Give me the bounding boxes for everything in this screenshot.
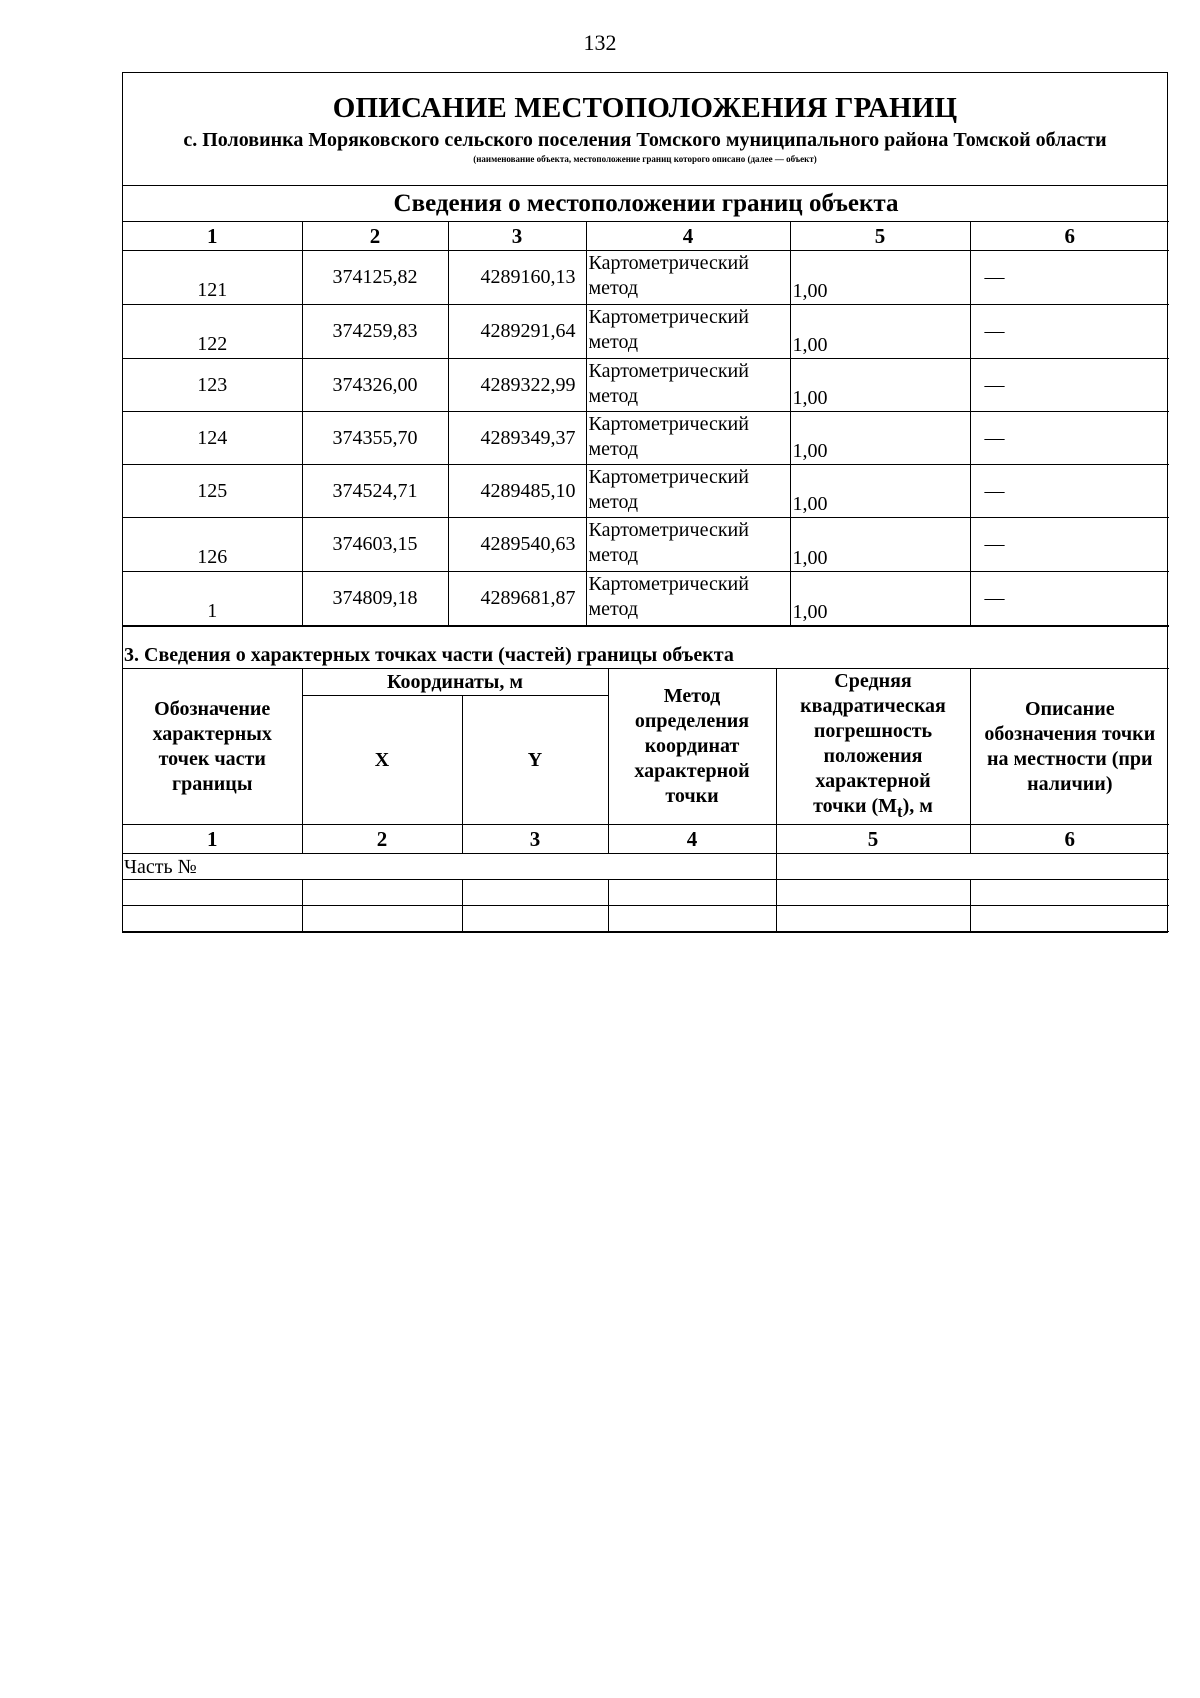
error-cell: 1,00 bbox=[790, 251, 970, 305]
header-line: точек части bbox=[158, 747, 266, 770]
point-cell: 125 bbox=[123, 465, 302, 518]
page-number: 132 bbox=[583, 30, 617, 55]
section3-title: 3. Сведения о характерных точках части (частей) границы объекта bbox=[123, 627, 1169, 669]
column-numbers-row bbox=[123, 825, 1169, 854]
method-line: метод bbox=[588, 491, 639, 513]
y-cell: 4289291,64 bbox=[448, 305, 586, 359]
point-cell: 122 bbox=[123, 305, 302, 359]
description-cell: — bbox=[970, 465, 1169, 518]
table-row bbox=[123, 572, 1169, 626]
table-row bbox=[123, 305, 1169, 359]
header-line: Метод bbox=[663, 685, 721, 707]
table-cell bbox=[970, 880, 1169, 906]
x-cell: 374125,82 bbox=[302, 251, 448, 305]
method-line: Картометрический bbox=[588, 360, 749, 382]
header-text: ), м bbox=[902, 795, 933, 817]
column-number: 4 bbox=[608, 825, 776, 854]
point-cell: 1 bbox=[123, 572, 302, 626]
method-line: метод bbox=[588, 438, 639, 460]
column-number: 4 bbox=[586, 222, 790, 251]
method-cell bbox=[586, 305, 790, 359]
point-cell: 124 bbox=[123, 412, 302, 465]
table-cell bbox=[123, 906, 302, 932]
x-cell: 374809,18 bbox=[302, 572, 448, 626]
header-line: квадратическая bbox=[800, 695, 946, 717]
y-cell: 4289681,87 bbox=[448, 572, 586, 626]
method-cell bbox=[586, 359, 790, 412]
x-cell: 374355,70 bbox=[302, 412, 448, 465]
table-cell bbox=[462, 906, 608, 932]
column-number: 3 bbox=[448, 222, 586, 251]
header-line: характерной bbox=[634, 760, 750, 782]
part-value bbox=[776, 854, 1169, 880]
part-points-table bbox=[123, 626, 1169, 932]
description-cell: — bbox=[970, 518, 1169, 572]
header-line: точки bbox=[665, 785, 719, 807]
x-cell: 374603,15 bbox=[302, 518, 448, 572]
method-line: Картометрический bbox=[588, 413, 749, 435]
method-line: метод bbox=[588, 598, 639, 620]
header-line: характерных bbox=[152, 722, 272, 745]
error-cell: 1,00 bbox=[790, 518, 970, 572]
description-cell: — bbox=[970, 305, 1169, 359]
boundary-description-form bbox=[122, 72, 1168, 933]
table-body bbox=[123, 251, 1169, 626]
section-title: Сведения о местоположении границ объекта bbox=[123, 186, 1169, 222]
table-cell bbox=[608, 906, 776, 932]
header-line: Описание bbox=[1024, 697, 1115, 720]
error-cell: 1,00 bbox=[790, 465, 970, 518]
table-row bbox=[123, 880, 1169, 906]
method-line: Картометрический bbox=[588, 573, 749, 595]
header-line: Средняя bbox=[834, 670, 912, 692]
table-cell bbox=[462, 880, 608, 906]
column-number: 6 bbox=[970, 825, 1169, 854]
table-row bbox=[123, 412, 1169, 465]
column-number: 6 bbox=[970, 222, 1169, 251]
method-cell bbox=[586, 412, 790, 465]
description-cell: — bbox=[970, 572, 1169, 626]
error-cell: 1,00 bbox=[790, 359, 970, 412]
error-cell: 1,00 bbox=[790, 572, 970, 626]
y-header: Y bbox=[462, 696, 608, 825]
x-cell: 374524,71 bbox=[302, 465, 448, 518]
description-header bbox=[970, 669, 1169, 825]
table-row bbox=[123, 518, 1169, 572]
table-row bbox=[123, 906, 1169, 932]
column-number: 1 bbox=[123, 825, 302, 854]
header-line: границы bbox=[172, 772, 253, 795]
y-cell: 4289485,10 bbox=[448, 465, 586, 518]
header-row bbox=[123, 669, 1169, 696]
column-number: 5 bbox=[776, 825, 970, 854]
object-name: с. Половинка Моряковского сельского поселения Томского муниципального района Томской области bbox=[183, 128, 1107, 151]
table-cell bbox=[302, 906, 462, 932]
header-line: обозначения точки bbox=[984, 722, 1156, 745]
y-cell: 4289349,37 bbox=[448, 412, 586, 465]
column-number: 2 bbox=[302, 825, 462, 854]
y-cell: 4289160,13 bbox=[448, 251, 586, 305]
x-header: X bbox=[302, 696, 462, 825]
table-row bbox=[123, 251, 1169, 305]
section-title-row bbox=[123, 186, 1169, 222]
method-cell bbox=[586, 251, 790, 305]
x-cell: 374259,83 bbox=[302, 305, 448, 359]
part-label: Часть № bbox=[123, 854, 776, 880]
header-line: координат bbox=[644, 735, 740, 757]
column-numbers-row bbox=[123, 222, 1169, 251]
table-row bbox=[123, 465, 1169, 518]
method-cell bbox=[586, 518, 790, 572]
header-line: погрешность bbox=[813, 720, 933, 742]
table-row bbox=[123, 359, 1169, 412]
method-line: Картометрический bbox=[588, 466, 749, 488]
method-cell bbox=[586, 572, 790, 626]
method-cell bbox=[586, 465, 790, 518]
object-caption: (наименование объекта, местоположение границ которого описано (далее — объект) bbox=[473, 153, 817, 164]
y-cell: 4289322,99 bbox=[448, 359, 586, 412]
method-line: метод bbox=[588, 544, 639, 566]
method-line: метод bbox=[588, 331, 639, 353]
method-line: Картометрический bbox=[588, 306, 749, 328]
part-row bbox=[123, 854, 1169, 880]
header-line: определения bbox=[634, 710, 750, 732]
point-cell: 123 bbox=[123, 359, 302, 412]
section-title-row bbox=[123, 627, 1169, 669]
error-cell: 1,00 bbox=[790, 305, 970, 359]
y-cell: 4289540,63 bbox=[448, 518, 586, 572]
coordinates-header: Координаты, м bbox=[302, 669, 608, 696]
method-line: метод bbox=[588, 385, 639, 407]
table-cell bbox=[970, 906, 1169, 932]
method-header bbox=[608, 669, 776, 825]
point-cell: 121 bbox=[123, 251, 302, 305]
point-cell: 126 bbox=[123, 518, 302, 572]
header-line bbox=[777, 794, 970, 824]
description-cell: — bbox=[970, 412, 1169, 465]
title-block bbox=[123, 73, 1167, 186]
error-header bbox=[776, 669, 970, 825]
column-number: 3 bbox=[462, 825, 608, 854]
description-cell: — bbox=[970, 251, 1169, 305]
x-cell: 374326,00 bbox=[302, 359, 448, 412]
table-cell bbox=[123, 880, 302, 906]
header-line: положения bbox=[823, 745, 923, 767]
header-line: наличии) bbox=[1027, 772, 1113, 795]
error-cell: 1,00 bbox=[790, 412, 970, 465]
table-cell bbox=[776, 906, 970, 932]
method-line: Картометрический bbox=[588, 519, 749, 541]
header-text: точки (M bbox=[813, 795, 898, 817]
document-title: ОПИСАНИЕ МЕСТОПОЛОЖЕНИЯ ГРАНИЦ bbox=[332, 92, 958, 124]
method-line: метод bbox=[588, 277, 639, 299]
table-cell bbox=[776, 880, 970, 906]
column-number: 2 bbox=[302, 222, 448, 251]
header-line: на местности (при bbox=[987, 747, 1153, 770]
header-line: характерной bbox=[815, 770, 931, 792]
point-designation-header bbox=[123, 669, 302, 825]
column-number: 1 bbox=[123, 222, 302, 251]
method-line: Картометрический bbox=[588, 252, 749, 274]
subscript: t bbox=[897, 802, 903, 821]
column-number: 5 bbox=[790, 222, 970, 251]
description-cell: — bbox=[970, 359, 1169, 412]
header-line: Обозначение bbox=[154, 697, 271, 720]
table-cell bbox=[608, 880, 776, 906]
table-cell bbox=[302, 880, 462, 906]
boundary-points-table bbox=[123, 186, 1169, 626]
